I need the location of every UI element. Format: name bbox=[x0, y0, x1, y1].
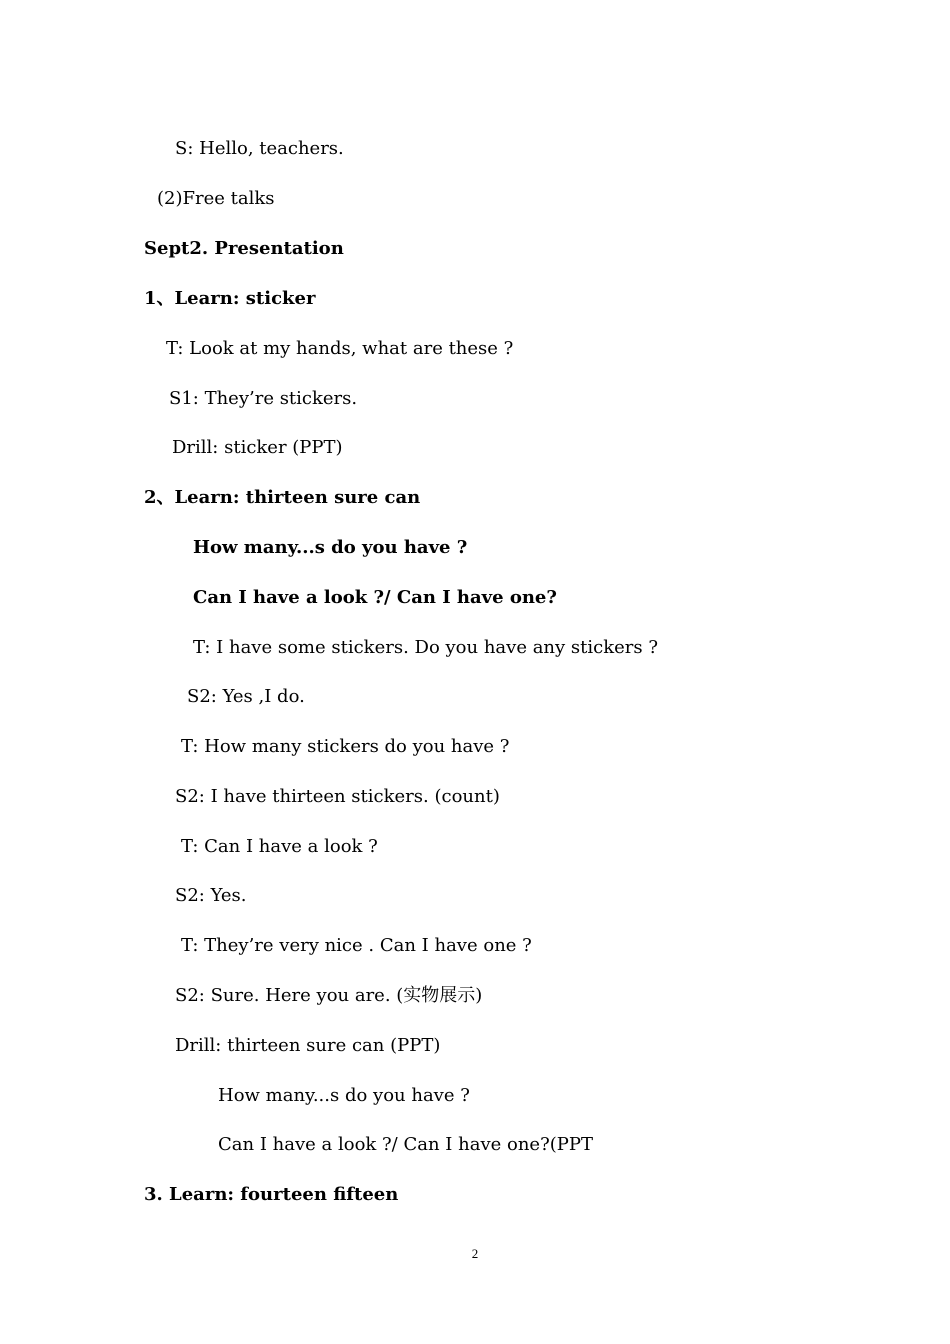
learn-heading: 1、Learn: sticker bbox=[144, 288, 316, 309]
dialogue-line: T: Can I have a look ? bbox=[181, 836, 378, 857]
learn-heading: 2、Learn: thirteen sure can bbox=[144, 487, 421, 508]
dialogue-line: S: Hello, teachers. bbox=[175, 138, 344, 159]
section-heading: Sept2. Presentation bbox=[144, 238, 344, 259]
dialogue-line: T: They’re very nice . Can I have one ? bbox=[181, 935, 532, 956]
dialogue-line: S2: I have thirteen stickers. (count) bbox=[175, 786, 500, 807]
dialogue-line: S2: Yes. bbox=[175, 885, 247, 906]
key-sentence: Can I have a look ?/ Can I have one? bbox=[193, 587, 557, 608]
dialogue-line: T: How many stickers do you have ? bbox=[181, 736, 510, 757]
dialogue-line: T: Look at my hands, what are these ? bbox=[166, 338, 514, 359]
dialogue-line: T: I have some stickers. Do you have any stickers ? bbox=[193, 637, 658, 658]
dialogue-line: S2: Yes ,I do. bbox=[187, 686, 305, 707]
dialogue-line: S1: They’re stickers. bbox=[169, 388, 358, 409]
drill-line: Drill: thirteen sure can (PPT) bbox=[175, 1035, 441, 1056]
drill-sentence: How many...s do you have ? bbox=[218, 1085, 470, 1106]
dialogue-line: S2: Sure. Here you are. (实物展示) bbox=[175, 985, 483, 1006]
learn-heading: 3. Learn: fourteen fifteen bbox=[144, 1184, 399, 1205]
subsection-line: (2)Free talks bbox=[157, 188, 275, 209]
drill-line: Drill: sticker (PPT) bbox=[172, 437, 343, 458]
page-number: 2 bbox=[471, 1246, 479, 1261]
drill-sentence: Can I have a look ?/ Can I have one?(PPT bbox=[218, 1134, 593, 1155]
key-sentence: How many...s do you have ? bbox=[193, 537, 468, 558]
